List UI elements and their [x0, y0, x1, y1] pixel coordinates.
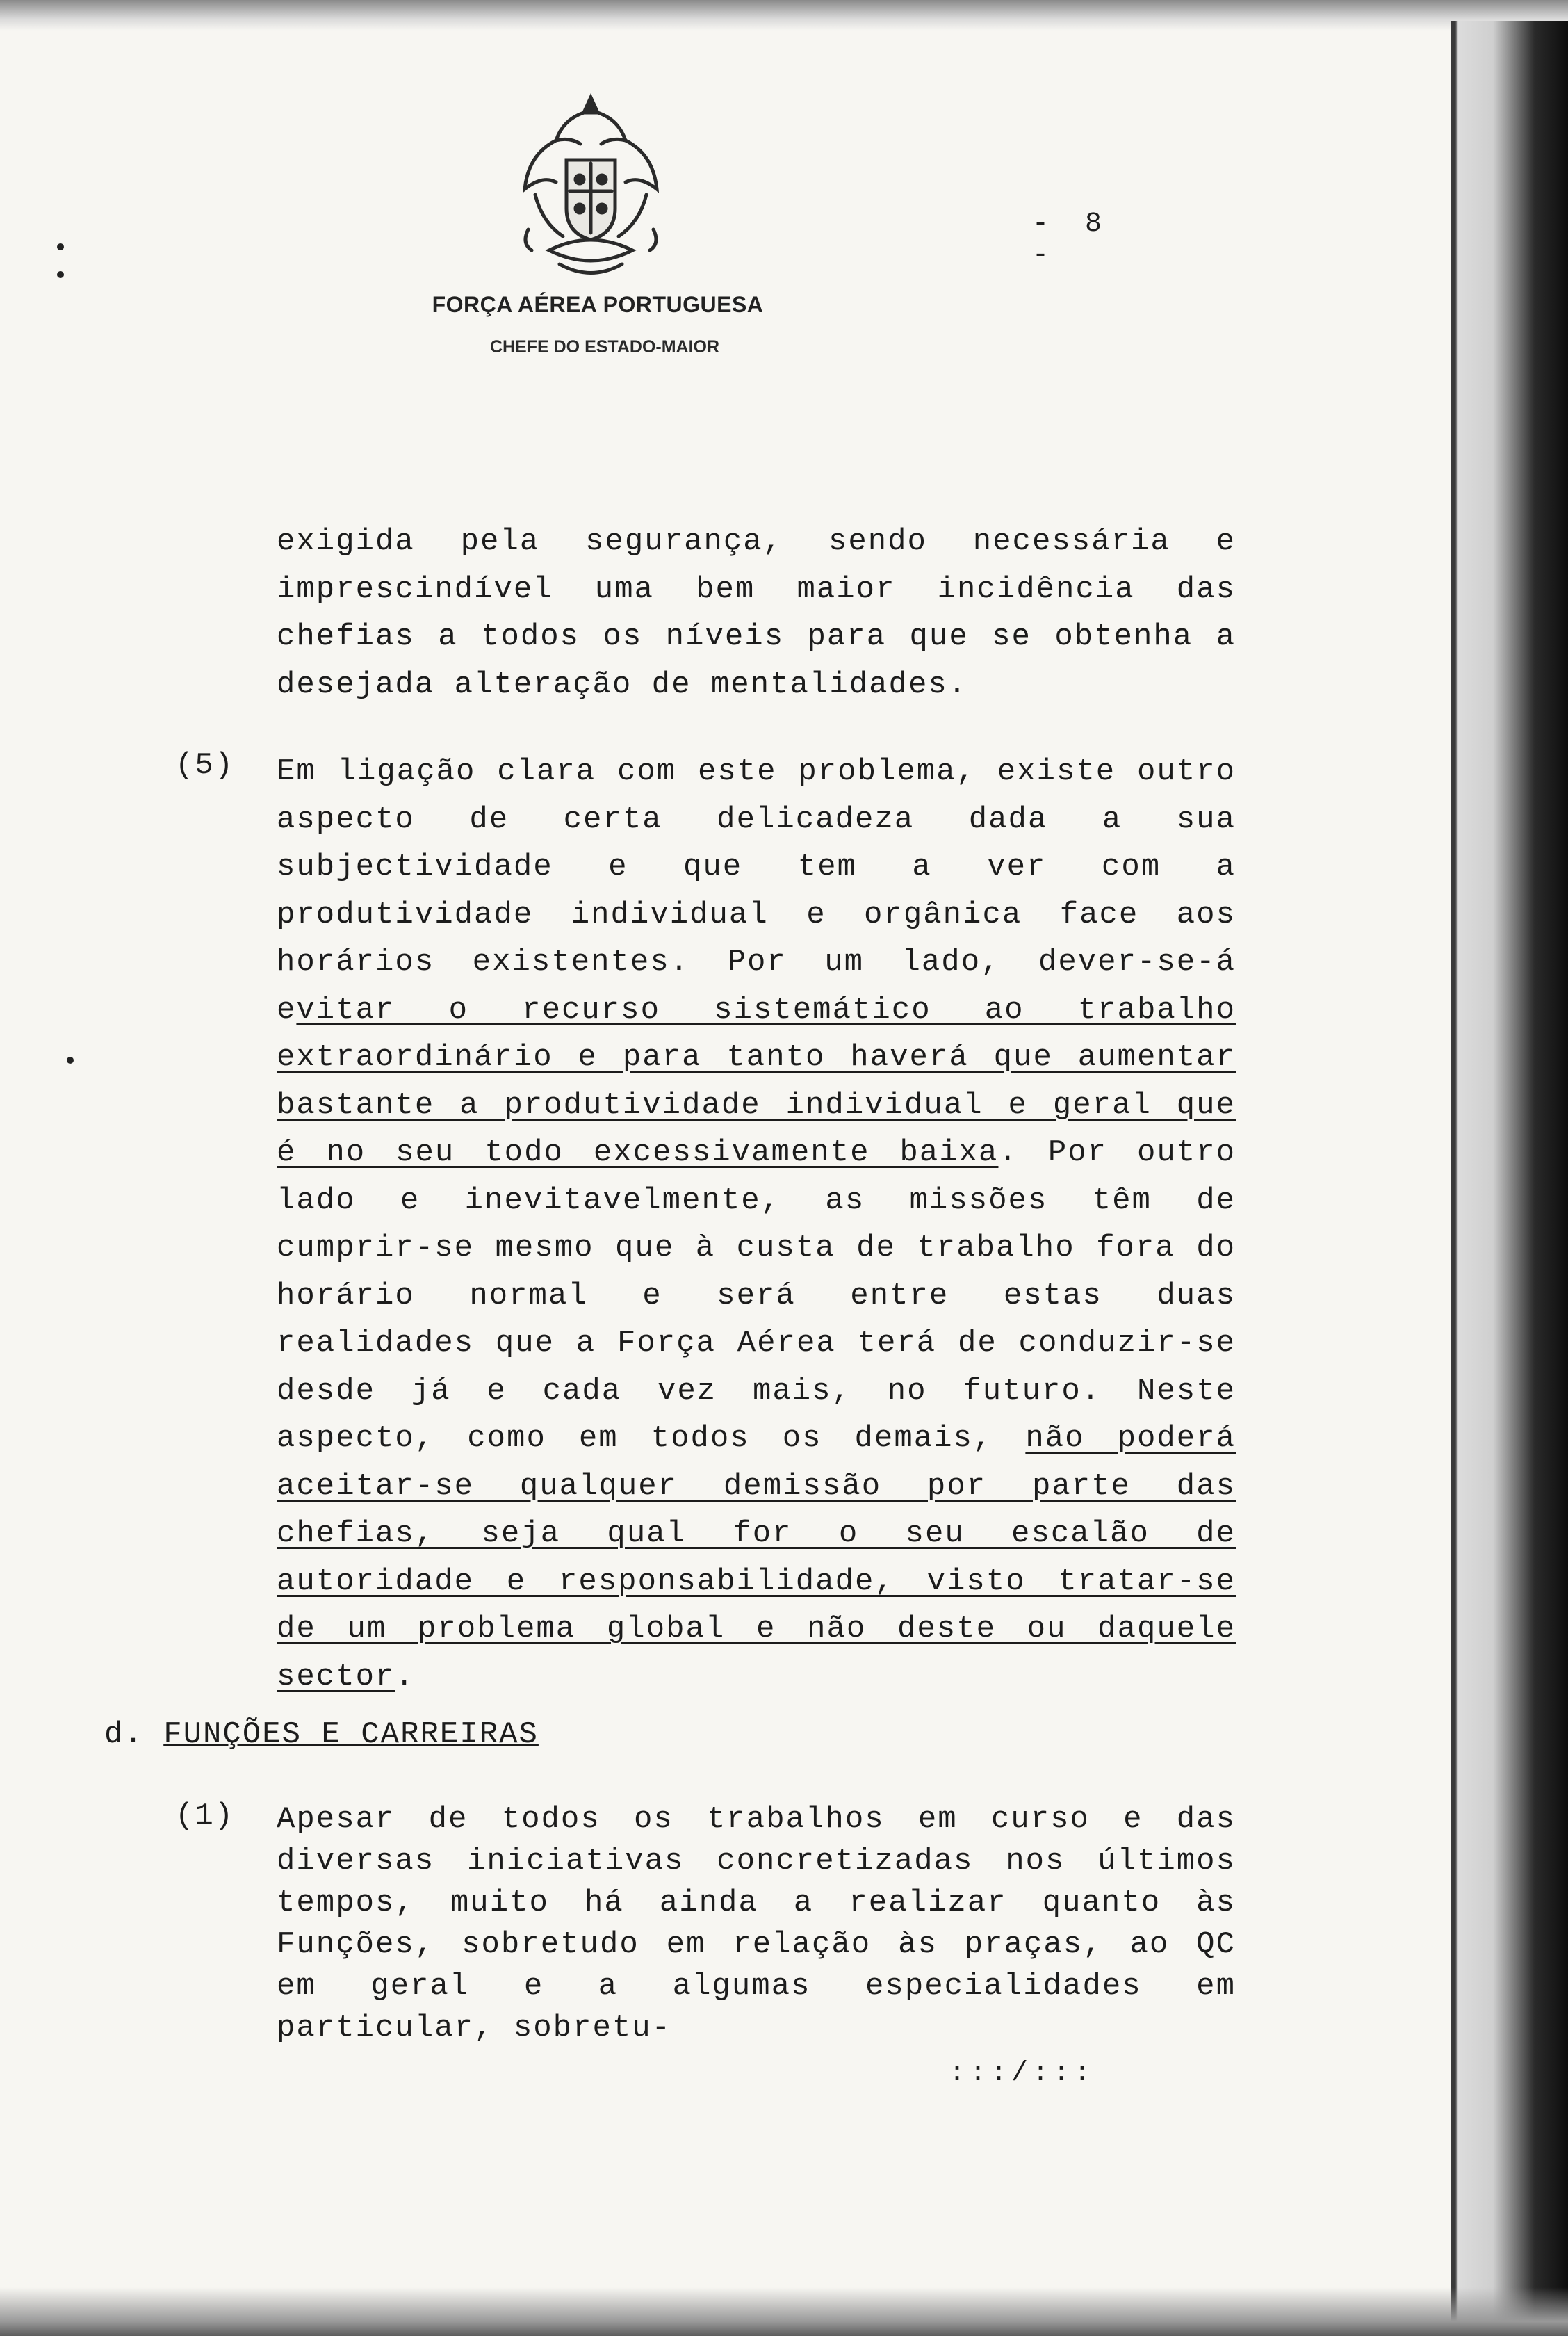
organization-name: FORÇA AÉREA PORTUGUESA — [432, 292, 764, 317]
margin-mark — [57, 243, 64, 250]
page-number: - 8 - — [1032, 209, 1112, 271]
margin-mark — [57, 271, 64, 278]
item-1-marker: (1) — [175, 1799, 235, 1833]
office-name: CHEFE DO ESTADO-MAIOR — [489, 337, 720, 357]
letterhead — [375, 90, 806, 389]
margin-mark — [67, 1057, 74, 1064]
section-letter: d. — [104, 1717, 144, 1752]
item-5-underlined-text: vitar o recurso sistemático ao trabalho extraordinário e para tanto haverá que aumentar bastante a produtividade individual e geral que é no seu todo excessivamente baixa — [277, 992, 1236, 1170]
section-heading — [104, 1717, 539, 1752]
item-5-marker: (5) — [175, 748, 235, 783]
item-5-underlined-text: não poderá aceitar-se qualquer demissão por parte das chefias, seja qual for o seu escalão de autoridade e responsabilidade, visto tratar-se de um problema global e não deste ou daquele sector — [277, 1421, 1236, 1694]
scan-bottom-edge — [0, 2287, 1568, 2336]
item-5-text: Em ligação clara com este problema, existe outro aspecto de certa delicadeza dada a sua subjectividade e que tem a ver com a produtividade individual e orgânica face aos horários existentes. Por um lado, dever-se-á e — [277, 754, 1236, 1028]
coat-of-arms-icon — [507, 90, 674, 292]
scan-top-edge — [0, 0, 1568, 31]
item-5-text: . Por outro lado e inevitavelmente, as missões têm de cumprir-se mesmo que à custa de trabalho fora do horário normal e será entre estas duas realidades que a Força Aérea terá de conduzir-se desde já e cada vez mais, no futuro. Neste aspecto, como em todos os demais, — [277, 1135, 1236, 1456]
item-5-text: . — [395, 1659, 415, 1694]
continuation-mark: :::/::: — [949, 2058, 1095, 2089]
continued-paragraph: exigida pela segurança, sendo necessária e imprescindível uma bem maior incidência das chefias a todos os níveis para que se obtenha a desejada alteração de mentalidades. — [277, 524, 1236, 702]
item-5-paragraph — [277, 748, 1236, 1701]
scan-binding-edge — [1451, 21, 1568, 2336]
section-title: FUNÇÕES E CARREIRAS — [163, 1717, 539, 1752]
item-1-paragraph: Apesar de todos os trabalhos em curso e das diversas iniciativas concretizadas nos últimos tempos, muito há ainda a realizar quanto às Funções, sobretudo em relação às praças, ao QC em geral e a algumas especialidades em particular, sobretu- — [277, 1802, 1236, 2045]
